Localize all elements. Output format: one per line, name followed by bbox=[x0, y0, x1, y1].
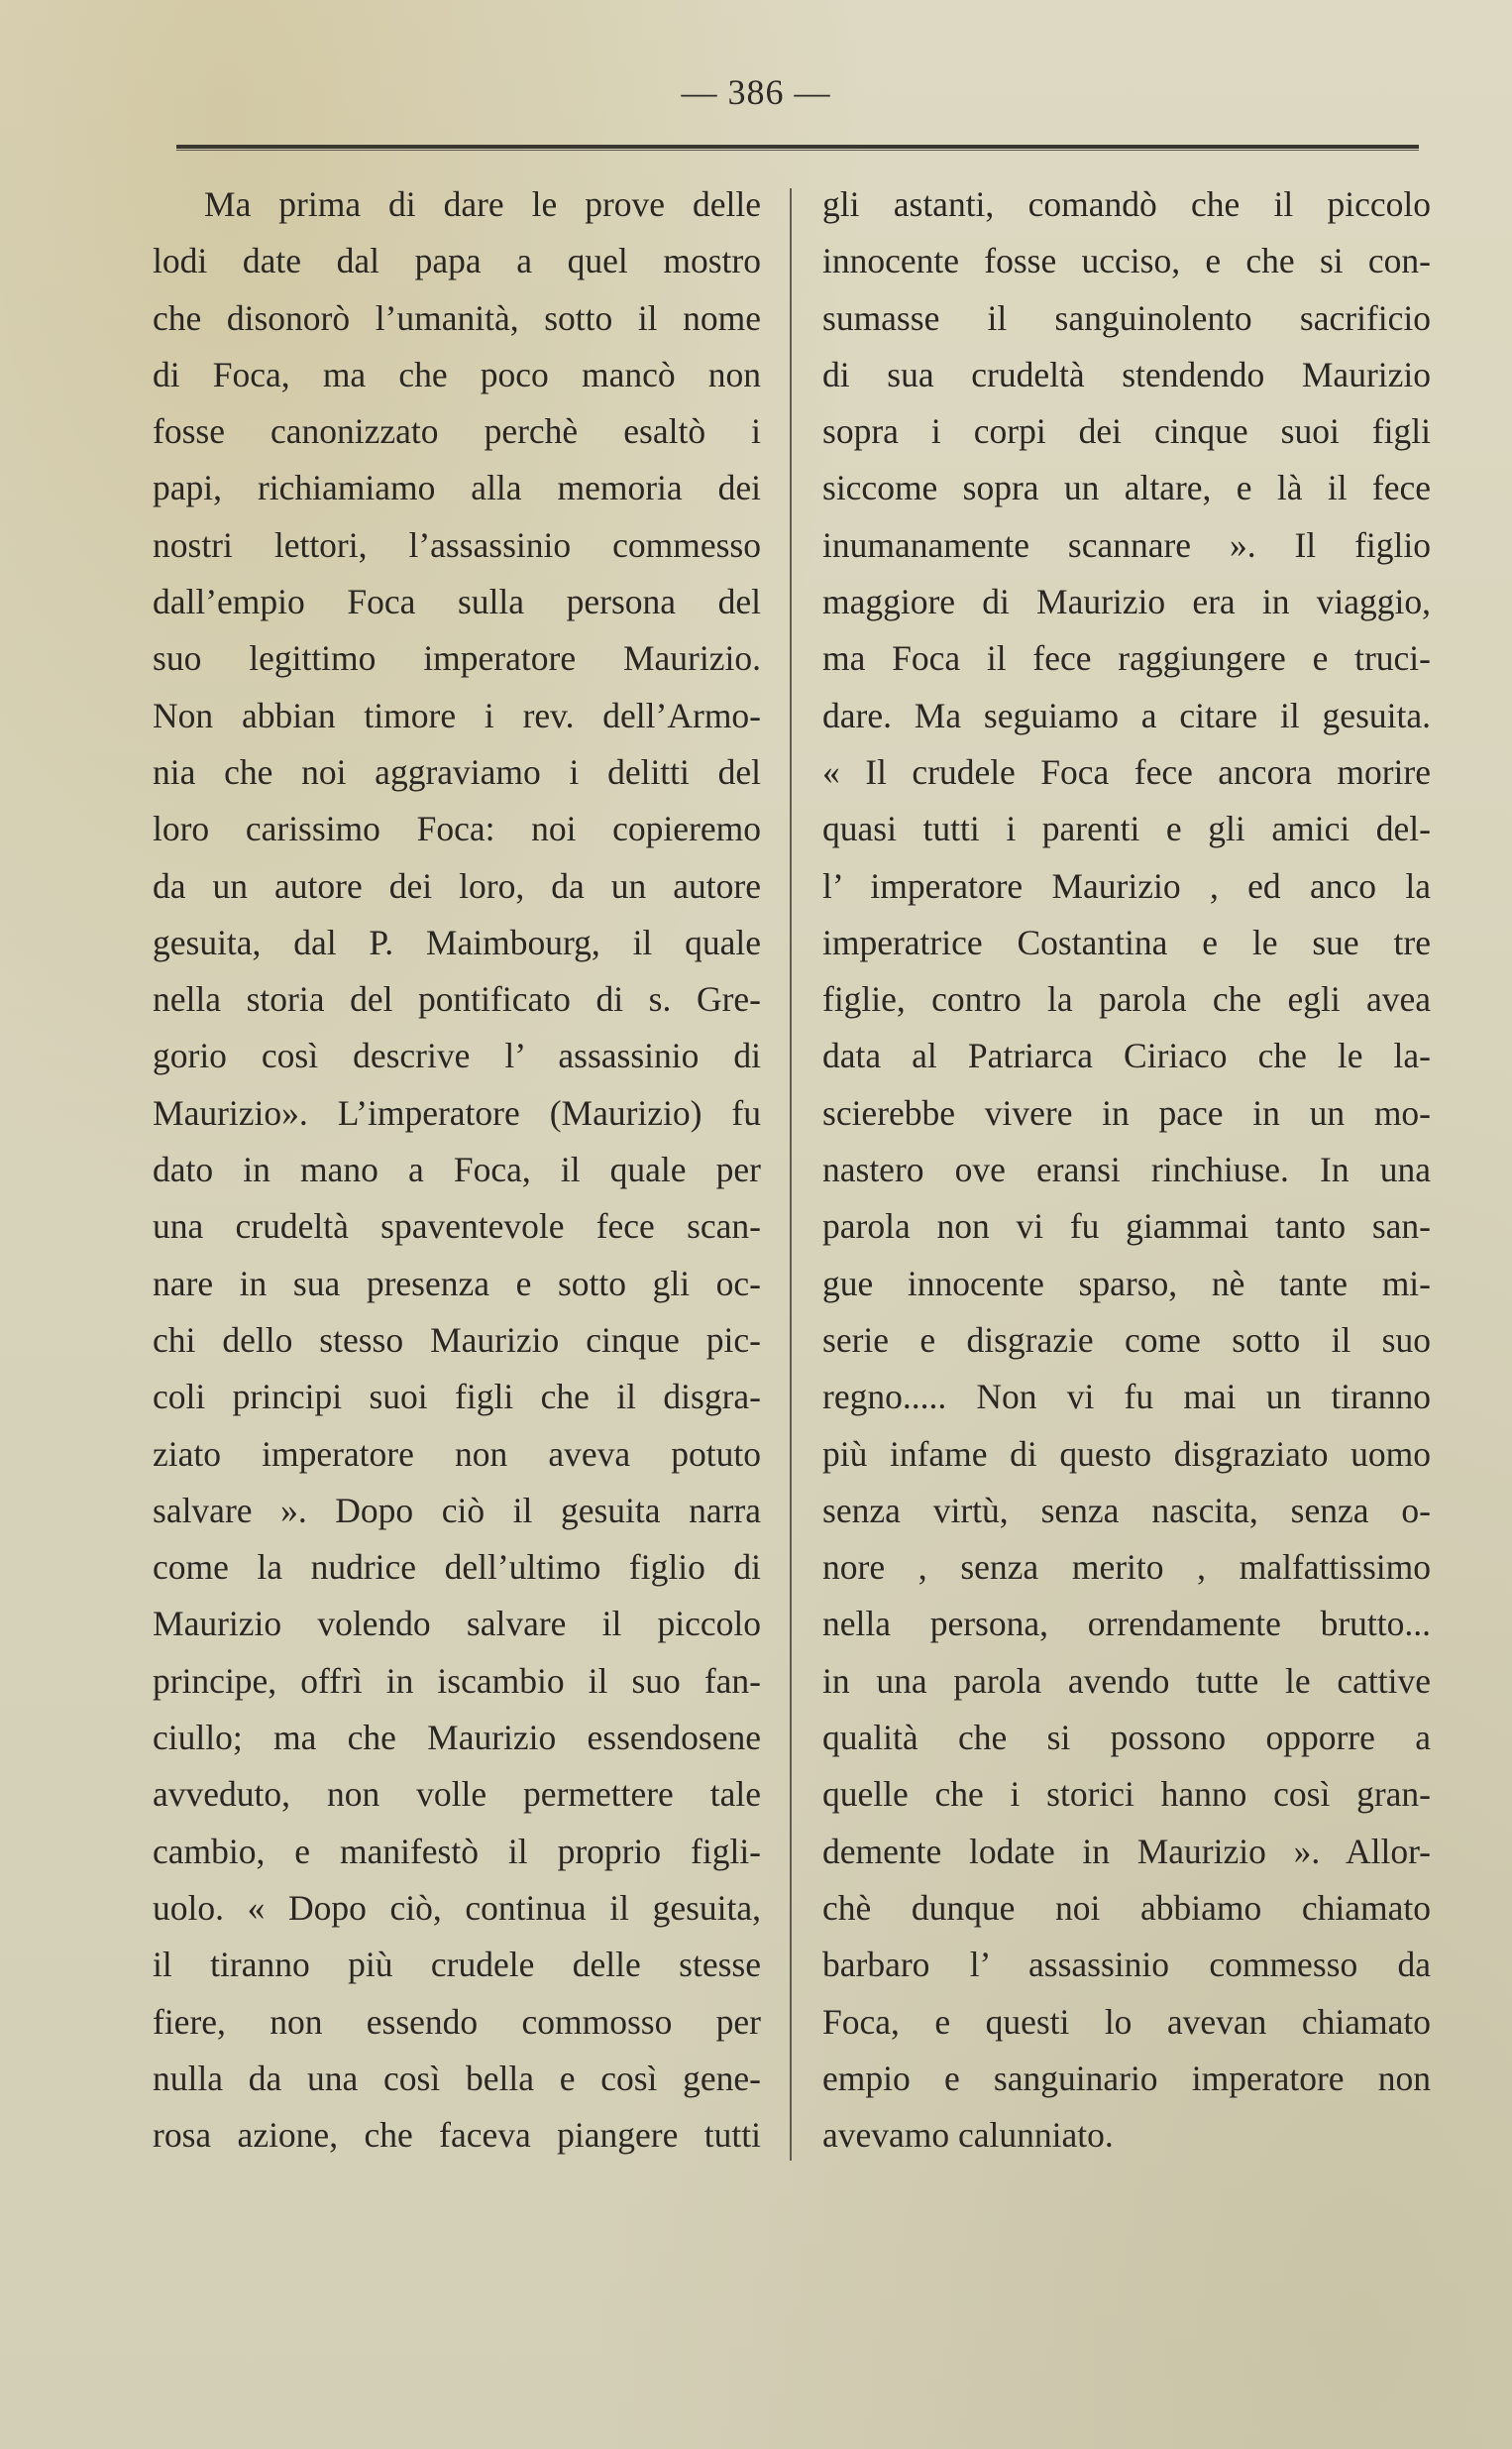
text-line: il tiranno più crudele delle stesse bbox=[153, 1945, 761, 1985]
text-line: gue innocente sparso, nè tante mi- bbox=[822, 1263, 1431, 1303]
text-line: innocente fosse ucciso, e che si con- bbox=[822, 241, 1431, 281]
text-line: che disonorò l’umanità, sotto il nome bbox=[153, 297, 761, 338]
text-line: nastero ove eransi rinchiuse. In una bbox=[822, 1150, 1431, 1190]
right-column bbox=[822, 176, 1431, 2164]
text-line: papi, richiamiamo alla memoria dei bbox=[153, 468, 761, 508]
text-line: di sua crudeltà stendendo Maurizio bbox=[822, 354, 1431, 394]
text-line: nostri lettori, l’assassinio commesso bbox=[153, 524, 761, 565]
text-line: coli principi suoi figli che il disgra- bbox=[153, 1377, 761, 1417]
text-line: più infame di questo disgraziato uomo bbox=[822, 1433, 1431, 1474]
text-line: Ma prima di dare le prove delle bbox=[204, 184, 761, 224]
text-line: ziato imperatore non aveva potuto bbox=[153, 1433, 761, 1474]
text-line: principe, offrì in iscambio il suo fan- bbox=[153, 1660, 761, 1701]
text-line: in una parola avendo tutte le cattive bbox=[822, 1660, 1431, 1701]
text-line: lodi date dal papa a quel mostro bbox=[153, 241, 761, 281]
column-divider bbox=[790, 188, 792, 2161]
text-line: dare. Ma seguiamo a citare il gesuita. bbox=[822, 695, 1431, 735]
text-line: nia che noi aggraviamo i delitti del bbox=[153, 751, 761, 792]
text-line: serie e disgrazie come sotto il suo bbox=[822, 1319, 1431, 1360]
text-line: sumasse il sanguinolento sacrificio bbox=[822, 297, 1431, 338]
text-line: Non abbian timore i rev. dell’Armo- bbox=[153, 695, 761, 735]
text-line: come la nudrice dell’ultimo figlio di bbox=[153, 1547, 761, 1588]
text-line: loro carissimo Foca: noi copieremo bbox=[153, 809, 761, 849]
text-line: avveduto, non volle permettere tale bbox=[153, 1774, 761, 1815]
text-line: siccome sopra un altare, e là il fece bbox=[822, 468, 1431, 508]
text-line: Foca, e questi lo avevan chiamato bbox=[822, 2001, 1431, 2042]
text-line: rosa azione, che faceva piangere tutti bbox=[153, 2115, 761, 2156]
text-line: una crudeltà spaventevole fece scan- bbox=[153, 1206, 761, 1247]
text-line: salvare ». Dopo ciò il gesuita narra bbox=[153, 1490, 761, 1530]
text-line: maggiore di Maurizio era in viaggio, bbox=[822, 582, 1431, 622]
text-line: avevamo calunniato. bbox=[822, 2115, 1114, 2156]
text-line: nella storia del pontificato di s. Gre- bbox=[153, 979, 761, 1020]
text-line: ciullo; ma che Maurizio essendosene bbox=[153, 1718, 761, 1758]
text-line: fiere, non essendo commosso per bbox=[153, 2001, 761, 2042]
text-line: chè dunque noi abbiamo chiamato bbox=[822, 1887, 1431, 1928]
text-line: gli astanti, comandò che il piccolo bbox=[822, 184, 1431, 224]
text-line: di Foca, ma che poco mancò non bbox=[153, 354, 761, 394]
text-line: nare in sua presenza e sotto gli oc- bbox=[153, 1263, 761, 1303]
text-line: empio e sanguinario imperatore non bbox=[822, 2058, 1431, 2098]
text-line: parola non vi fu giammai tanto san- bbox=[822, 1206, 1431, 1247]
text-line: nulla da una così bella e così gene- bbox=[153, 2058, 761, 2098]
text-line: sopra i corpi dei cinque suoi figli bbox=[822, 411, 1431, 452]
text-line: cambio, e manifestò il proprio figli- bbox=[153, 1831, 761, 1871]
text-line: gorio così descrive l’ assassinio di bbox=[153, 1036, 761, 1076]
text-line: quasi tutti i parenti e gli amici del- bbox=[822, 809, 1431, 849]
text-line: suo legittimo imperatore Maurizio. bbox=[153, 638, 761, 679]
text-line: ma Foca il fece raggiungere e truci- bbox=[822, 638, 1431, 679]
text-line: « Il crudele Foca fece ancora morire bbox=[822, 751, 1431, 792]
text-line: chi dello stesso Maurizio cinque pic- bbox=[153, 1319, 761, 1360]
left-column bbox=[153, 176, 761, 2164]
text-line: nore , senza merito , malfattissimo bbox=[822, 1547, 1431, 1588]
text-line: inumanamente scannare ». Il figlio bbox=[822, 524, 1431, 565]
text-line: figlie, contro la parola che egli avea bbox=[822, 979, 1431, 1020]
header-rule bbox=[176, 145, 1419, 151]
text-line: Maurizio». L’imperatore (Maurizio) fu bbox=[153, 1092, 761, 1133]
text-line: imperatrice Costantina e le sue tre bbox=[822, 922, 1431, 962]
text-line: senza virtù, senza nascita, senza o- bbox=[822, 1490, 1431, 1530]
text-line: Maurizio volendo salvare il piccolo bbox=[153, 1604, 761, 1644]
text-line: regno..... Non vi fu mai un tiranno bbox=[822, 1377, 1431, 1417]
text-line: demente lodate in Maurizio ». Allor- bbox=[822, 1831, 1431, 1871]
text-line: dato in mano a Foca, il quale per bbox=[153, 1150, 761, 1190]
text-line: dall’empio Foca sulla persona del bbox=[153, 582, 761, 622]
text-line: data al Patriarca Ciriaco che le la- bbox=[822, 1036, 1431, 1076]
text-line: da un autore dei loro, da un autore bbox=[153, 865, 761, 906]
text-line: barbaro l’ assassinio commesso da bbox=[822, 1945, 1431, 1985]
text-line: qualità che si possono opporre a bbox=[822, 1718, 1431, 1758]
page-number: — 386 — bbox=[681, 72, 831, 112]
text-line: quelle che i storici hanno così gran- bbox=[822, 1774, 1431, 1815]
text-line: nella persona, orrendamente brutto... bbox=[822, 1604, 1431, 1644]
text-line: l’ imperatore Maurizio , ed anco la bbox=[822, 865, 1431, 906]
text-line: uolo. « Dopo ciò, continua il gesuita, bbox=[153, 1887, 761, 1928]
text-line: scierebbe vivere in pace in un mo- bbox=[822, 1092, 1431, 1133]
text-line: fosse canonizzato perchè esaltò i bbox=[153, 411, 761, 452]
text-line: gesuita, dal P. Maimbourg, il quale bbox=[153, 922, 761, 962]
